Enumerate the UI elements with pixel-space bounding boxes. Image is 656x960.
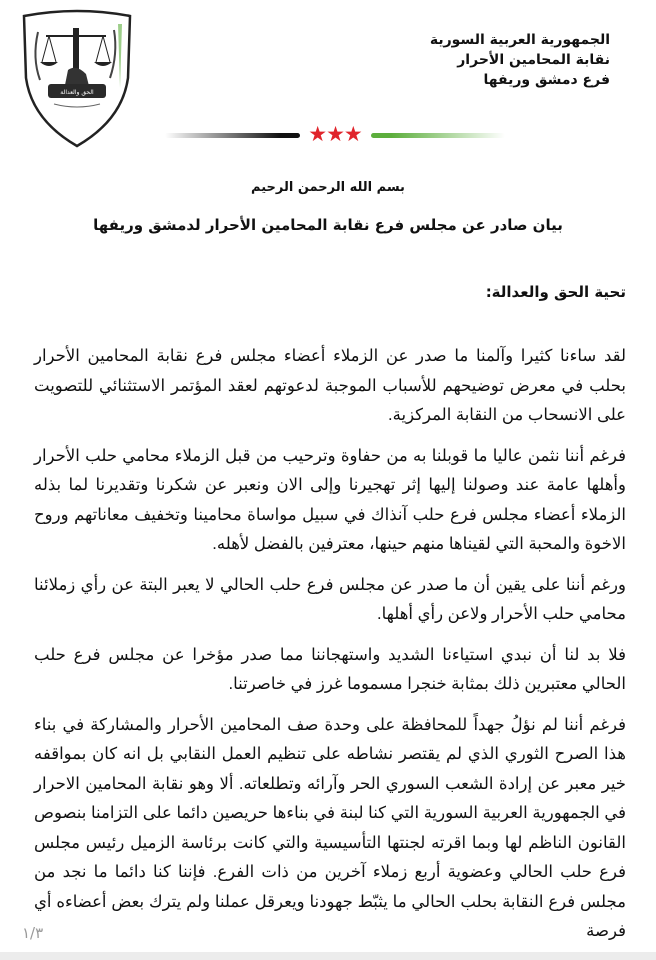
- paragraph: لقد ساءنا كثيرا وآلمنا ما صدر عن الزملاء أعضاء مجلس فرع نقابة المحامين الأحرار بحلب في معرض توضيحهم للأسباب الموجبة لدعوتهم لعقد المؤتمر الاستثنائي للتصويت على الانسحاب من النقابة المركزية.: [34, 347, 626, 424]
- association-name: نقابة المحامين الأحرار: [457, 52, 610, 68]
- divider-line-green: [371, 133, 505, 138]
- three-stars-icon: ★★★: [308, 122, 362, 146]
- basmala: بسم الله الرحمن الرحيم: [251, 180, 405, 195]
- paragraph: فرغم أننا نثمن عاليا ما قوبلنا به من حفاوة وترحيب من قبل الزملاء محامي حلب الأحرار وأهلها عامة عند وصولنا إليها إثر تهجيرنا وإلى الان ونعبر عن شكرنا وتقديرنا لما بذله الزملاء أعضاء مجلس فرع حلب آنذاك في سبيل مواساة محامينا وتخفيف معاناتهم وروح الاخوة والمحبة التي لقيناها منهم حينها، معترفين بالفضل لأهله.: [34, 446, 626, 553]
- divider-line-black: [165, 133, 300, 138]
- page-bottom-edge: [0, 952, 656, 960]
- paragraph: ورغم أننا على يقين أن ما صدر عن مجلس فرع حلب الحالي لا يعبر البتة عن رأي زملائنا محامي حلب الأحرار ولاعن رأي أهلها.: [34, 575, 626, 623]
- branch-name: فرع دمشق وريفها: [483, 72, 610, 88]
- paragraph: فلا بد لنا أن نبدي استياءنا الشديد واستهجاننا مما صدر مؤخرا عن مجلس فرع حلب الحالي معتبرين ذلك بمثابة خنجرا مسموما غرز في خاصرتنا.: [34, 645, 626, 693]
- bar-association-logo: [18, 8, 136, 150]
- country-name: الجمهورية العربية السورية: [429, 32, 610, 48]
- statement-body: [34, 342, 626, 958]
- organization-header: [430, 30, 610, 90]
- flag-divider: [165, 124, 505, 144]
- greeting: تحية الحق والعدالة:: [485, 283, 626, 301]
- statement-title: بيان صادر عن مجلس فرع نقابة المحامين الأحرار لدمشق وريفها: [93, 216, 563, 234]
- page-number: ١/٣: [22, 924, 44, 942]
- logo-motto: الحق والعدالة: [60, 89, 94, 96]
- paragraph: فرغم أننا لم نؤلُ جهداً للمحافظة على وحدة صف المحامين الأحرار والمشاركة في بناء هذا الصرح الثوري الذي لم يقتصر نشاطه على تنظيم العمل النقابي بل انه كان بمواقفه خير معبر عن إرادة الشعب السوري الحر وآرائه وتطلعاته. ألا وهو نقابة المحامين الاحرار في الجمهورية العربية السورية التي كنا لبنة في بناءها حريصين دائما على التزامنا بنصوص القانون الناظم لها وبما اقرته لجنتها التأسيسية والتي كانت برئاسة الزميل رئيس مجلس فرع حلب الحالي وعضوية أربع زملاء آخرين من ذات الفرع. فإننا كنا دائما ما نجد من مجلس فرع النقابة بحلب الحالي ما يثبّط جهودنا ويعرقل عملنا ولم يترك بعض أعضاءه أي فرصة: [34, 715, 626, 940]
